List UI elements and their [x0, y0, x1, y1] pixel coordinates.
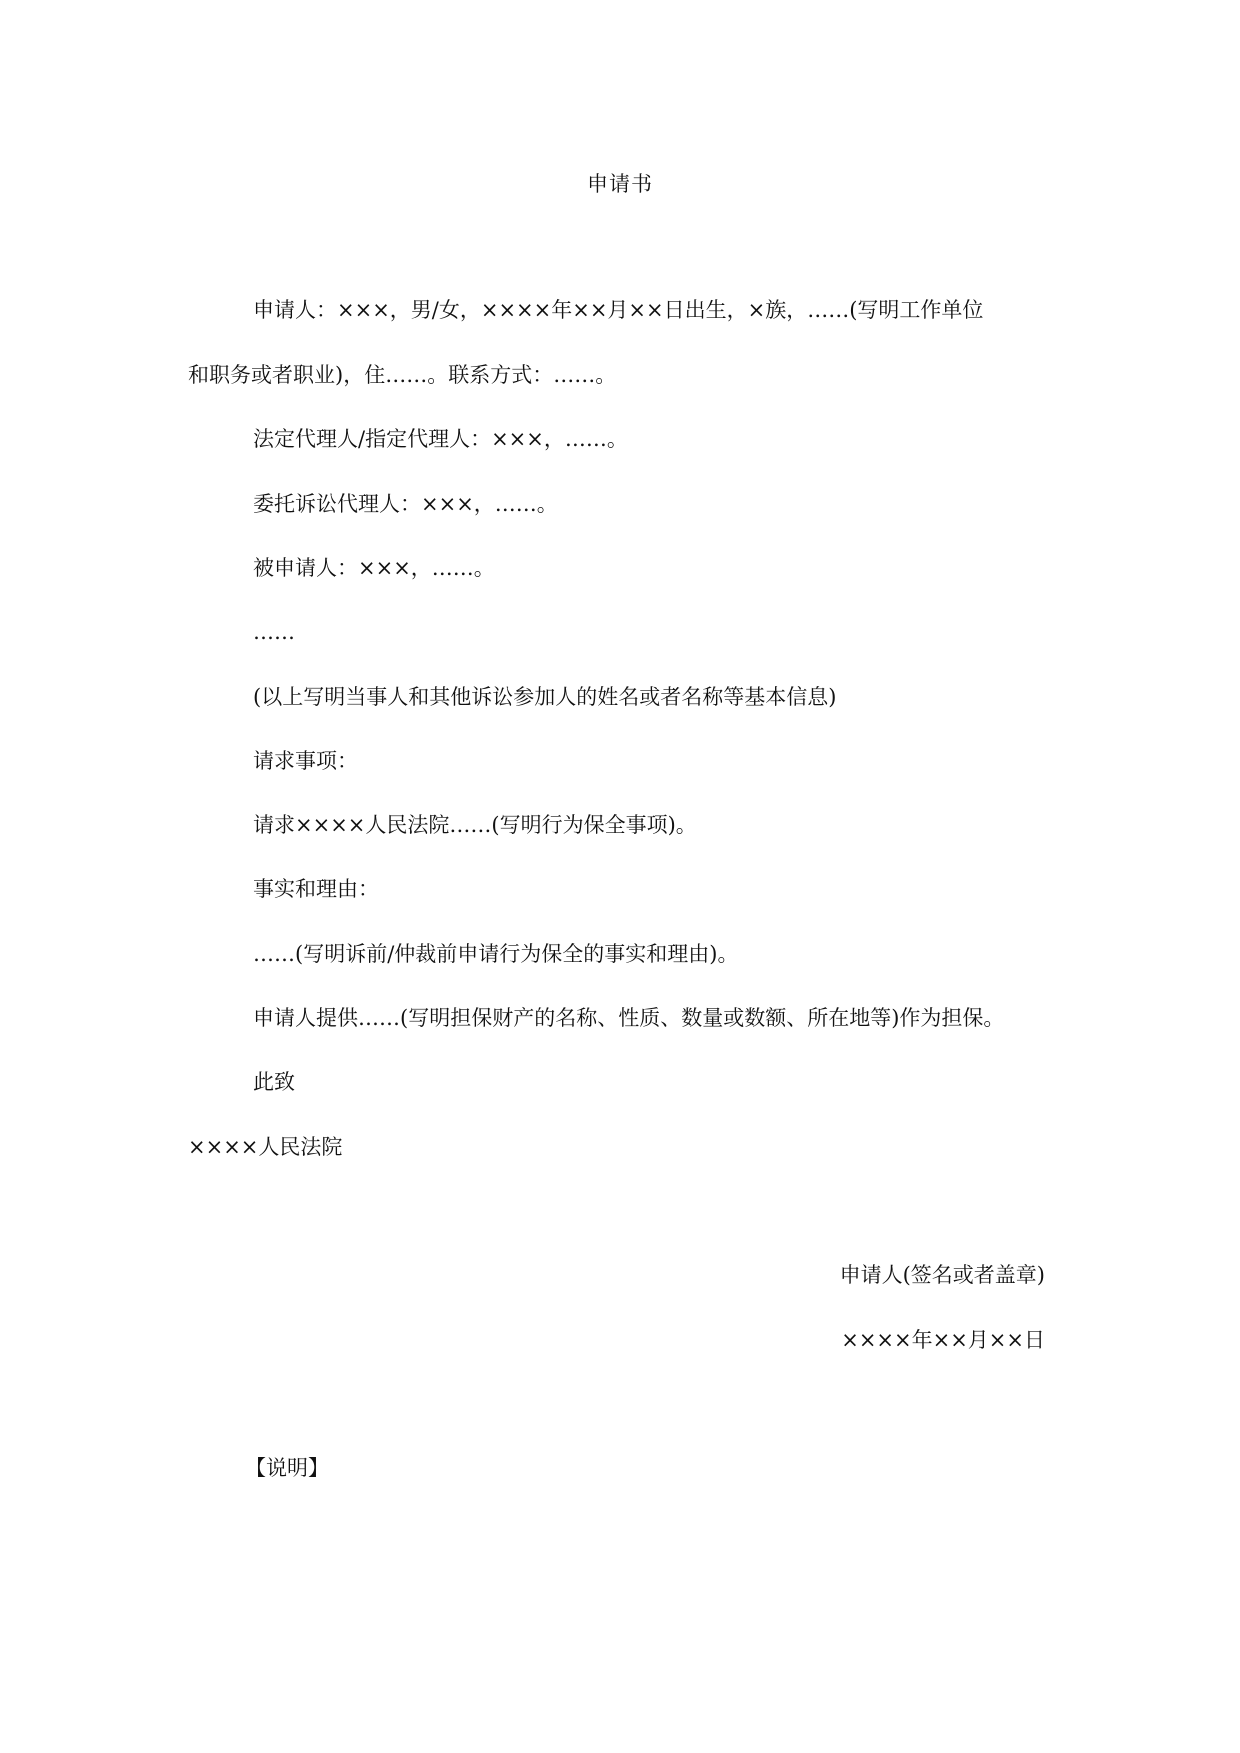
ellipsis-line: …… [253, 620, 295, 644]
entrusted-agent-line: 委托诉讼代理人：×××，……。 [253, 492, 558, 516]
court-name: ××××人民法院 [188, 1135, 343, 1159]
guarantee-line: 申请人提供……(写明担保财产的名称、性质、数量或数额、所在地等)作为担保。 [253, 1006, 1005, 1030]
explanation-heading: 【说明】 [245, 1456, 329, 1480]
salutation: 此致 [253, 1070, 295, 1094]
legal-agent-line: 法定代理人/指定代理人：×××，……。 [253, 427, 628, 451]
signature-line: 申请人(签名或者盖章) [839, 1263, 1045, 1287]
date-line: ××××年××月××日 [841, 1328, 1045, 1352]
facts-heading: 事实和理由： [253, 877, 379, 901]
document-title: 申请书 [587, 172, 653, 196]
applicant-line-1: 申请人：×××，男/女，××××年××月××日出生，×族，……(写明工作单位 [253, 298, 984, 322]
parties-note: (以上写明当事人和其他诉讼参加人的姓名或者名称等基本信息) [253, 685, 837, 709]
applicant-line-2: 和职务或者职业)，住……。联系方式：……。 [188, 363, 617, 387]
request-content: 请求××××人民法院……(写明行为保全事项)。 [253, 813, 697, 837]
respondent-line: 被申请人：×××，……。 [253, 556, 495, 580]
facts-content: ……(写明诉前/仲裁前申请行为保全的事实和理由)。 [253, 942, 739, 966]
request-heading: 请求事项： [253, 749, 358, 773]
